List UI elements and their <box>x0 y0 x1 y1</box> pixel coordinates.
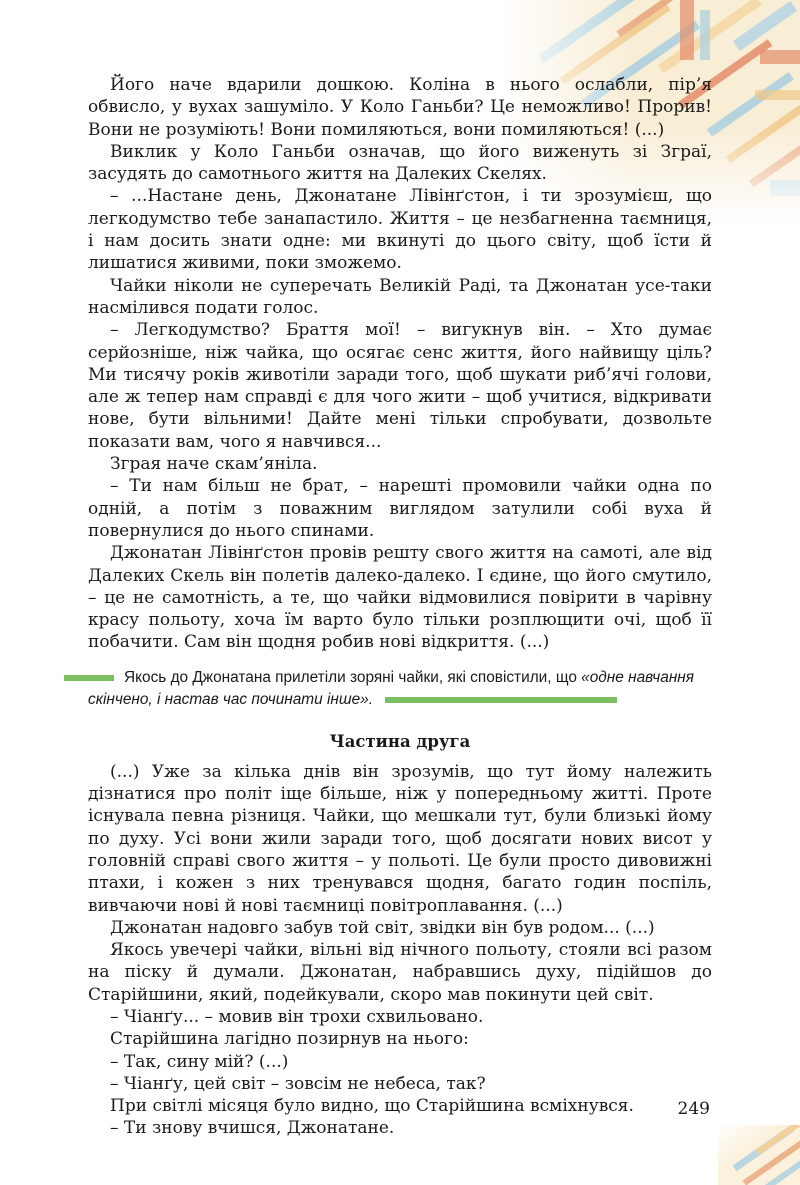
paragraph: – ...Настане день, Джонатане Лівінґстон, і ти зрозумієш, що легкодумство тебе занапастило. Життя – це незбагненна таємниця, і нам досить знати одне: ми вкинуті до цього світу, щоб їсти й лишатися живими, поки зможемо. <box>88 186 712 274</box>
paragraph: – Легкодумство? Браття мої! – вигукнув він. – Хто думає серйозніше, ніж чайка, що осягає сенс життя, його найвищу ціль? Ми тисячу років животіли заради того, щоб шукати риб’ячі голови, але ж тепер нам справді є для чого жити – щоб учитися, відкривати нове, бути вільними! Дайте мені тільки спробувати, дозвольте показати вам, чого я навчився... <box>88 320 712 452</box>
summary-note <box>88 667 712 711</box>
paragraph: Виклик у Коло Ганьби означав, що його виженуть зі Зграї, засудять до самотнього життя на Далеких Скелях. <box>88 141 712 185</box>
summary-text: Якось до Джонатана прилетіли зоряні чайки, які сповістили, що <box>124 668 582 686</box>
paragraph: – Ти знову вчишся, Джонатане. <box>110 1118 395 1139</box>
paragraph: (...) Уже за кілька днів він зрозумів, що тут йому належить дізнатися про політ іще більше, ніж у попередньому житті. Проте існувала певна різниця. Чайки, що мешкали тут, були близькі йому по духу. Усі вони жили заради того, щоб досягати нових висот у головній справі свого життя – у польоті. Це були просто дивовижні птахи, і кожен з них тренувався щодня, багато годин поспіль, вивчаючи нові й нові таємниці повітроплавання. (...) <box>88 761 712 916</box>
paragraph: Чайки ніколи не суперечать Великій Раді, та Джонатан усе-таки насмілився подати голос. <box>88 275 712 318</box>
paragraph: – Чіанґу, цей світ – зовсім не небеса, так? <box>110 1073 486 1094</box>
green-bar-right <box>385 697 617 703</box>
green-bar-left <box>64 675 114 681</box>
paragraph: Старійшина лагідно позирнув на нього: <box>110 1029 469 1050</box>
paragraph: Джонатан Лівінґстон провів решту свого життя на самоті, але від Далеких Скель він полетів далеко-далеко. І єдине, що його смутило, – це не самотність, а те, що чайки відмовилися повірити в чарівну красу польоту, хоча їм варто було тільки розплющити очі, щоб її побачити. Сам він щодня робив нові відкриття. (...) <box>88 543 712 653</box>
paragraph: – Ти нам більш не брат, – нарешті промовили чайки одна по одній, а потім з поважним виглядом затулили собі вуха й повернулися до нього спинами. <box>88 476 712 541</box>
summary-quote: «одне навчання скінчено, і настав час починати інше». <box>88 668 694 708</box>
page-content <box>88 74 712 1140</box>
part2-text <box>88 761 712 1140</box>
paragraph: При світлі місяця було видно, що Старійшина всміхнувся. <box>110 1096 634 1117</box>
paragraph: Джонатан надовго забув той світ, звідки він був родом... (...) <box>110 917 655 938</box>
paragraph: Якось увечері чайки, вільні від нічного польоту, стояли всі разом на піску й думали. Джонатан, набравшись духу, підійшов до Старійшини, який, подейкували, скоро мав покинути цей світ. <box>88 940 712 1005</box>
decorative-corner-pattern-bottom <box>718 1125 800 1185</box>
paragraph: Зграя наче скам’яніла. <box>110 454 318 475</box>
part1-text <box>88 74 712 654</box>
section-heading: Частина друга <box>329 731 471 751</box>
paragraph: – Чіанґу... – мовив він трохи схвильовано. <box>110 1006 484 1027</box>
paragraph: – Так, сину мій? (...) <box>110 1051 289 1072</box>
page-number: 249 <box>677 1099 710 1119</box>
paragraph: Його наче вдарили дошкою. Коліна в нього ослабли, пір’я обвисло, у вухах зашуміло. У Коло Ганьби? Це неможливо! Прорив! Вони не розуміють! Вони помиляються, вони помиляються! (...) <box>88 75 712 140</box>
